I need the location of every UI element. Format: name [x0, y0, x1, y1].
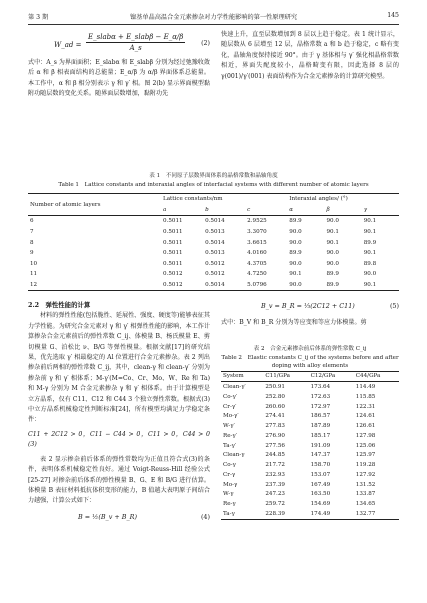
paragraph-adhesion: 式中：A_s 为界面面积；E_slabα 和 E_slabβ 分别为经过弛豫收敛后 α 和 β 相表面结构的总能量；E_α/β 为 α/β 界面体系总能量。本工作中，α 和 β 相分别表示 γ 和 γ′ 相。图 2(b) 显示界面模型黏附功随层数的变化关系。随界面层数增加，黏附功先	[28, 59, 210, 98]
table-cell: 90.0	[289, 229, 302, 236]
table2-caption	[221, 345, 399, 371]
table-row	[221, 460, 399, 470]
table-cell: Cr-γ	[223, 471, 236, 478]
page-number: 145	[387, 12, 399, 19]
eq5-body: B_v = B_R = ⅓(2C12 + C11)	[261, 302, 355, 310]
table-cell: 244.85	[265, 452, 285, 459]
table-cell: 172.97	[310, 403, 331, 410]
table-row	[221, 499, 399, 509]
table-cell: 0.5013	[205, 229, 225, 236]
table-cell: 247.23	[265, 491, 285, 498]
t1-sub: β	[326, 206, 330, 213]
table-cell: 89.9	[363, 239, 377, 246]
table-cell: 125.06	[355, 442, 376, 449]
t1-head-layers: Number of atomic layers	[28, 194, 161, 216]
table-cell: 0.5014	[205, 239, 225, 246]
table-row	[221, 441, 399, 451]
left-column-top	[28, 30, 210, 100]
table1-caption-en: Table 1 Lattice constants and interaxial angles of interfacial systems with different number of atomic layers	[58, 182, 369, 188]
table-cell: 0.5011	[162, 239, 183, 246]
table-cell: W-γ′	[223, 423, 235, 430]
table-cell: 90.0	[326, 260, 339, 267]
table-cell: 0.5012	[205, 260, 225, 267]
table-row	[28, 227, 399, 238]
paragraph-elastic: 材料的弹性性能(包括脆性、延展性、强度、硬度等)能够表征其力学性能。为研究合金元素对 γ 和 γ′ 相弹性性能的影响，本工作计算掺杂合金元素前后的弹性常数 C_ij、体模量 B、杨氏模量 E、剪切模量 G、泊松比 ν、B/G 等弹性模量。根据文献[17]的研究结果，优先选取 γ′ 相最稳定的 Al 位置进行合金元素掺杂。表 2 列出掺杂前后两相的弹性常数 C_ij，其中，clean-γ 和 clean-γ′ 分别为掺杂前 γ 和 γ′ 相体系；M-γ′(M=Co、Cr、Mo、W、Re 和 Ta) 和 M-γ 分别为 M 合金元素掺杂 γ 和 γ′ 相体系。由于计算模型是立方晶系，仅有 C11、C12 和 C44 3 个独立弹性常数。根据式(3)中立方晶系机械稳定性判断标准[24]，所有模型均满足力学稳定条件：	[28, 312, 210, 424]
table-cell: Mo-γ	[223, 481, 238, 488]
table-cell: Ta-γ′	[223, 442, 237, 449]
table-cell: 89.9	[326, 282, 339, 289]
table-cell: 174.49	[310, 510, 331, 517]
header-rule	[28, 24, 399, 25]
t1-sub: c	[247, 206, 251, 213]
eq2-number: (2)	[201, 40, 210, 47]
eq2-lhs: W_ad =	[54, 41, 82, 49]
right-column-bottom	[221, 296, 399, 328]
table-cell: Co-γ	[223, 462, 236, 469]
table-cell: 90.1	[289, 271, 302, 278]
table-row	[221, 431, 399, 441]
table-cell: 153.07	[310, 471, 331, 478]
eq2-denominator: A_s	[129, 44, 142, 53]
table-cell: Clean-γ′	[223, 384, 246, 391]
table-cell: Clean-γ	[223, 452, 245, 459]
t2-header: System	[223, 373, 244, 380]
table-cell: 90.0	[363, 271, 377, 278]
table-row	[221, 412, 399, 422]
table2-body	[221, 382, 399, 520]
table-cell: 132.77	[355, 510, 376, 517]
t2-header: C12/GPa	[310, 373, 336, 380]
table-row	[28, 259, 399, 270]
table-cell: 259.72	[265, 501, 285, 508]
table-cell: 90.1	[363, 218, 377, 225]
right-column-top	[221, 30, 399, 82]
table-cell: 89.9	[326, 271, 339, 278]
table-cell: 0.5014	[205, 282, 225, 289]
table-cell: 158.70	[310, 462, 331, 469]
t1-head-lattice: Lattice constants/nm	[162, 196, 223, 203]
table-cell: 90.0	[326, 218, 339, 225]
table-cell: 0.5012	[162, 282, 183, 289]
table-cell: 90.0	[326, 250, 339, 257]
table1	[28, 193, 399, 291]
table-row	[221, 470, 399, 480]
paragraph-vrh: 表 2 显示掺杂前后体系的弹性常数均为正值且符合式(3)的条件，表明体系机械稳定性良好。通过 Voigt-Reuss-Hill 经验公式[25-27] 对掺杂前后体系的弹性模量 B、G、E 和 B/G 进行估算。体模量 B 表征材料抵抗体积变形的能力，B 值越大表明原子间结合力越强，计算公式如下：	[28, 455, 210, 505]
table-cell: 167.49	[310, 481, 331, 488]
table-cell: 274.41	[265, 413, 285, 420]
table-cell: 0.5014	[205, 218, 225, 225]
table-cell: 119.28	[355, 462, 376, 469]
running-title: 镍基单晶高温合金元素掺杂对力学性能影响的第一性原理研究	[129, 14, 298, 21]
table-cell: 4.7250	[247, 271, 267, 278]
t1-sub: a	[162, 206, 167, 213]
table1-body	[28, 216, 399, 291]
table-cell: 0.5011	[162, 250, 183, 257]
eq4-number: (4)	[200, 512, 210, 521]
table-cell: 172.63	[310, 393, 331, 400]
table-row	[221, 402, 399, 412]
table1-caption-cn: 表 1 不同原子层数界面体系的晶格常数和晶轴角度	[149, 173, 278, 179]
table-cell: 0.5011	[162, 218, 183, 225]
table-cell: 237.39	[265, 481, 285, 488]
table-row	[221, 382, 399, 392]
table-cell: 131.52	[355, 481, 376, 488]
table-cell: 122.31	[355, 403, 376, 410]
table2-caption-cn: 表 2 合金元素掺杂前后体系的弹性常数 C_ij	[253, 346, 367, 352]
table-cell: 8	[30, 239, 34, 246]
table-cell: 0.5011	[162, 229, 183, 236]
table-cell: 89.9	[289, 218, 302, 225]
table-cell: 173.64	[310, 384, 331, 391]
equation-2	[28, 30, 210, 58]
table-cell: 90.0	[289, 282, 302, 289]
running-header	[28, 12, 399, 24]
table-cell: 228.39	[265, 510, 285, 517]
table-cell: 12	[30, 282, 38, 289]
table-cell: Re-γ	[223, 501, 236, 508]
table-cell: 90.1	[363, 250, 377, 257]
table-cell: 115.85	[355, 393, 376, 400]
table-row	[28, 280, 399, 291]
table-cell: 125.97	[355, 452, 376, 459]
table-cell: 0.5012	[162, 271, 183, 278]
table-cell: 9	[30, 250, 34, 257]
table-cell: 2.9525	[247, 218, 267, 225]
left-column-bottom	[28, 298, 217, 529]
eq4-rhs: ½(B_v + B_R)	[92, 512, 137, 521]
table-cell: 11	[30, 271, 38, 278]
t2-header: C44/GPa	[355, 373, 381, 380]
table-cell: 127.98	[355, 432, 376, 439]
table-cell: 3.6615	[247, 239, 267, 246]
table-row	[28, 248, 399, 259]
t1-sub: b	[205, 206, 209, 213]
table-cell: 90.0	[289, 239, 302, 246]
table-cell: 127.92	[355, 471, 376, 478]
table1-caption	[28, 172, 399, 190]
table-cell: 277.56	[265, 442, 285, 449]
issue-number: 第 3 期	[28, 14, 49, 21]
section-title: 2.2 弹性性能的计算	[28, 301, 91, 309]
table-cell: 90.1	[326, 239, 339, 246]
table-row	[221, 421, 399, 431]
table-row	[221, 392, 399, 402]
paragraph-lattice-stability: 快速上升，直至层数增加到 8 层以上趋于稳定。表 1 统计显示，随层数从 6 层增至 12 层，晶格常数 a 和 b 趋于稳定，c 略有变化，晶轴角度保持接近 90°。由于 γ 基体相与 γ′ 强化相晶格常数相近，界面失配度较小，晶格畸变有限，因此选择 8 层的 γ(001)/γ′(001) 表面结构作为合金元素掺杂的计算研究模型。	[221, 31, 399, 80]
t1-head-angles: Interaxial angles/ (°)	[289, 196, 348, 203]
table-cell: 134.65	[355, 501, 376, 508]
table-cell: 124.61	[355, 413, 376, 420]
table-row	[28, 269, 399, 280]
table-cell: Re-γ′	[223, 432, 238, 439]
table-cell: 147.37	[310, 452, 331, 459]
table-cell: 260.60	[265, 403, 285, 410]
table-cell: 90.0	[289, 260, 302, 267]
table-cell: 10	[30, 260, 38, 267]
table-cell: 133.87	[355, 491, 376, 498]
eq5-number: (5)	[389, 302, 399, 310]
table-cell: 0.5011	[162, 260, 183, 267]
table-cell: 4.3705	[247, 260, 267, 267]
table-cell: 191.09	[310, 442, 331, 449]
table-cell: 217.72	[265, 462, 285, 469]
table-cell: 90.1	[363, 229, 377, 236]
table-cell: 185.17	[310, 432, 331, 439]
table-cell: 163.50	[310, 491, 331, 498]
table-cell: 186.57	[310, 413, 331, 420]
table-cell: 3.3070	[247, 229, 267, 236]
table-cell: 5.0796	[247, 282, 267, 289]
table2-caption-en: Table 2 Elastic constants C_ij of the systems before and after doping with alloy elements	[221, 354, 399, 369]
table-cell: 90.1	[326, 229, 339, 236]
table-cell: 250.91	[265, 384, 285, 391]
table-cell: W-γ	[223, 491, 234, 498]
table-cell: 0.5013	[205, 250, 225, 257]
table-row	[221, 490, 399, 500]
table-cell: 89.8	[363, 260, 377, 267]
table-cell: 154.69	[310, 501, 331, 508]
table-cell: 232.93	[265, 471, 285, 478]
table-cell: Ta-γ	[223, 510, 235, 517]
table-row	[221, 480, 399, 490]
table-cell: Cr-γ′	[223, 403, 237, 410]
table-row	[28, 216, 399, 227]
eq4-lhs: B =	[78, 512, 91, 521]
table-row	[221, 509, 399, 519]
table-cell: 187.89	[310, 423, 331, 430]
eq2-numerator: E_slabα + E_slabβ − E_α/β	[86, 32, 185, 43]
t2-header: C11/GPa	[265, 373, 290, 380]
table-cell: 89.9	[289, 250, 302, 257]
equation-5	[221, 296, 399, 318]
table-cell: Co-γ′	[223, 393, 238, 400]
table2-block	[221, 345, 399, 520]
t1-sub: α	[289, 206, 294, 213]
table2	[221, 371, 399, 520]
table-cell: 7	[30, 229, 34, 236]
table-cell: 114.49	[355, 384, 376, 391]
table-cell: 0.5012	[205, 271, 225, 278]
table-cell: 126.61	[355, 423, 376, 430]
table-cell: 90.1	[363, 282, 377, 289]
table-cell: 252.80	[265, 393, 285, 400]
table-cell: 4.0160	[247, 250, 267, 257]
stability-criteria: C11 + 2C12 > 0，C11 − C44 > 0，C11 > 0，C44 > 0 (3)	[28, 430, 217, 449]
table-cell: 6	[30, 218, 34, 225]
table-row	[28, 237, 399, 248]
equation-4	[28, 507, 210, 529]
t1-sub: γ	[363, 206, 368, 213]
table-row	[221, 451, 399, 461]
table-cell: 276.90	[265, 432, 285, 439]
paragraph-bulk-moduli: 式中：B_V 和 B_R 分别为等应变和等应力体模量。剪	[221, 319, 367, 326]
table-cell: 277.83	[265, 423, 285, 430]
table-cell: Mo-γ′	[223, 413, 239, 420]
